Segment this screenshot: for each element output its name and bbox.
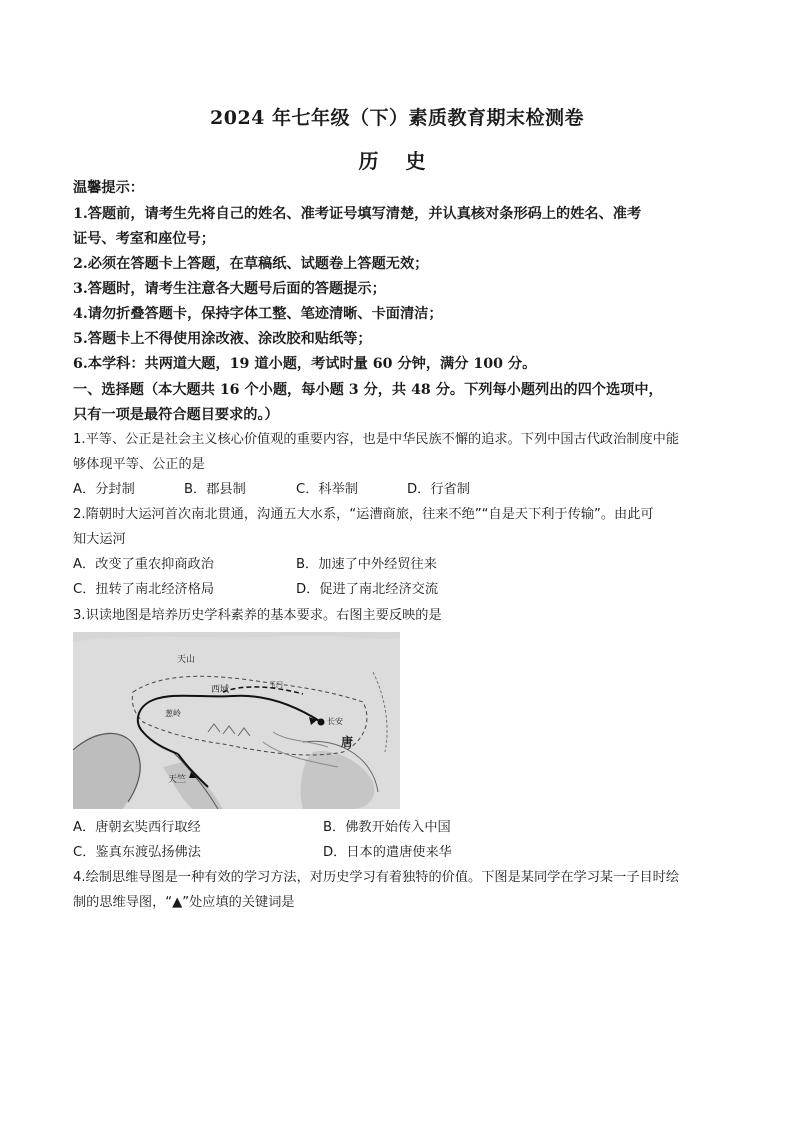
subject-title: 历 史 bbox=[358, 149, 436, 173]
notice-item: 2.必须在答题卡上答题，在草稿纸、试题卷上答题无效； bbox=[73, 256, 429, 272]
q3-option-b[interactable]: B．佛教开始传入中国 bbox=[323, 820, 451, 835]
section-heading-cont: 只有一项是最符合题目要求的。） bbox=[73, 407, 279, 423]
map-label-tianzhu: 天竺 bbox=[168, 775, 187, 785]
question-4-stem: 4.绘制思维导图是一种有效的学习方法，对历史学习有着独特的价值。下图是某同学在学习某一子目时绘 bbox=[73, 870, 680, 885]
q1-option-d[interactable]: D．行省制 bbox=[407, 482, 470, 497]
map-label-xiyu: 西域 bbox=[211, 685, 230, 695]
notice-item: 3.答题时，请考生注意各大题号后面的答题提示； bbox=[73, 281, 386, 297]
q1-option-a[interactable]: A．分封制 bbox=[73, 482, 135, 497]
notice-item: 6.本学科：共两道大题，19 道小题，考试时量 60 分钟，满分 100 分。 bbox=[73, 356, 537, 372]
q1-option-c[interactable]: C．科举制 bbox=[296, 482, 358, 497]
q2-option-b[interactable]: B．加速了中外经贸往来 bbox=[296, 557, 437, 572]
exam-title: 2024 年七年级（下）素质教育期末检测卷 bbox=[210, 107, 584, 129]
notice-item: 4.请勿折叠答题卡，保持字体工整、笔迹清晰、卡面清洁； bbox=[73, 306, 443, 322]
notice-heading: 温馨提示： bbox=[73, 180, 144, 196]
map-label-tang: 唐 bbox=[341, 735, 354, 749]
question-3-stem: 3.识读地图是培养历史学科素养的基本要求。右图主要反映的是 bbox=[73, 608, 442, 623]
question-2-stem-cont: 知大运河 bbox=[73, 532, 126, 547]
question-4-stem-cont: 制的思维导图，“▲”处应填的关键词是 bbox=[73, 895, 295, 910]
question-1-stem-cont: 够体现平等、公正的是 bbox=[73, 457, 205, 472]
route-map-image bbox=[73, 632, 400, 809]
q3-option-d[interactable]: D．日本的遣唐使来华 bbox=[323, 845, 452, 860]
notice-item: 证号、考室和座位号； bbox=[73, 231, 215, 247]
q3-option-a[interactable]: A．唐朝玄奘西行取经 bbox=[73, 820, 201, 835]
q3-option-c[interactable]: C．鉴真东渡弘扬佛法 bbox=[73, 845, 201, 860]
map-label-congling: 葱岭 bbox=[165, 709, 181, 718]
map-label-tianshan: 天山 bbox=[177, 655, 196, 665]
q1-option-b[interactable]: B．郡县制 bbox=[184, 482, 246, 497]
q2-option-d[interactable]: D．促进了南北经济交流 bbox=[296, 582, 439, 597]
q2-option-c[interactable]: C．扭转了南北经济格局 bbox=[73, 582, 215, 597]
map-label-changan: 长安 bbox=[327, 717, 343, 726]
question-1-stem: 1.平等、公正是社会主义核心价值观的重要内容，也是中华民族不懈的追求。下列中国古代政治制度中能 bbox=[73, 432, 680, 447]
notice-item: 5.答题卡上不得使用涂改液、涂改胶和贴纸等； bbox=[73, 331, 372, 347]
notice-item: 1.答题前，请考生先将自己的姓名、准考证号填写清楚，并认真核对条形码上的姓名、准考 bbox=[73, 206, 642, 222]
map-label-yumen: 玉门 bbox=[269, 681, 283, 689]
q2-option-a[interactable]: A．改变了重农抑商政治 bbox=[73, 557, 214, 572]
section-heading: 一、选择题（本大题共 16 个小题，每小题 3 分，共 48 分。下列每小题列出的四个选项中， bbox=[73, 382, 663, 398]
question-2-stem: 2.隋朝时大运河首次南北贯通，沟通五大水系，“运漕商旅，往来不绝”“自是天下利于传输”。由此可 bbox=[73, 507, 654, 522]
